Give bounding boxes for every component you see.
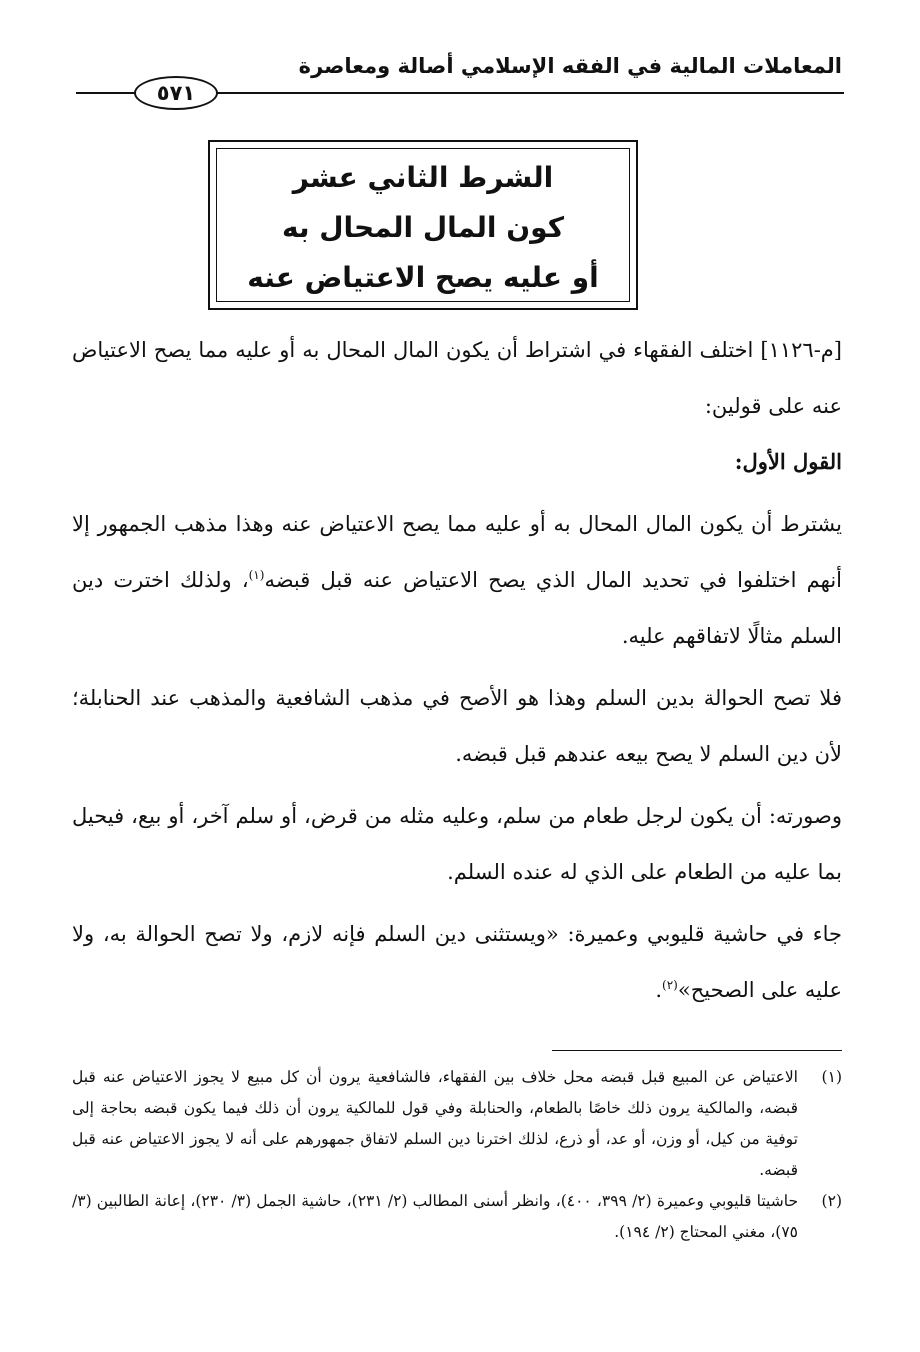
paragraph-jumhur [72,496,842,664]
footnotes [72,1062,842,1248]
footnote-1 [72,1062,842,1186]
footnote-ref-2[interactable]: (٢) [662,978,678,992]
footnote-ref-1[interactable]: (١) [248,568,265,582]
footnote-2-marker: (٢) [821,1192,842,1210]
footnote-separator [552,1050,842,1051]
paragraph-example: وصورته: أن يكون لرجل طعام من سلم، وعليه مثله من قرض، أو سلم آخر، أو بيع، فيحيل بما عليه من الطعام على الذي له عنده السلم. [72,804,842,884]
section-title-line-2: كون المال المحال به [281,211,565,244]
section-title-line-1: الشرط الثاني عشر [292,161,554,194]
paragraph-salam-debt: فلا تصح الحوالة بدين السلم وهذا هو الأصح في مذهب الشافعية والمذهب عند الحنابلة؛ لأن دين السلم لا يصح بيعه عندهم قبل قبضه. [72,686,842,766]
body-text [72,322,842,1018]
footnote-2 [72,1186,842,1248]
intro-paragraph: [م-١١٢٦] اختلف الفقهاء في اشتراط أن يكون المال المحال به أو عليه مما يصح الاعتياض عنه على قولين: [72,338,842,418]
footnote-1-text: الاعتياض عن المبيع قبل قبضه محل خلاف بين الفقهاء، فالشافعية يرون أن كل مبيع لا يجوز الاعتياض عنه قبل قبضه، والمالكية يرون ذلك خاصًا بالطعام، والحنابلة وفي قول للمالكية يرون أن ذلك فيما يكون قبضه بحاجة إلى توفية من كيل، أو وزن، أو عد، أو ذرع، لذلك اخترنا دين السلم لاتفاق جمهورهم على أنه لا يجوز الاعتياض عنه قبل قبضه. [72,1068,798,1179]
footnote-1-marker: (١) [821,1068,842,1086]
paragraph-quotation-text: جاء في حاشية قليوبي وعميرة: «ويستثنى دين السلم فإنه لازم، ولا تصح الحوالة به، ولا عليه على الصحيح» [72,922,842,1002]
section-title-line-3: أو عليه يصح الاعتياض عنه [247,261,599,294]
paragraph-jumhur-text: يشترط أن يكون المال المحال به أو عليه مما يصح الاعتياض عنه وهذا مذهب الجمهور إلا أنهم اختلفوا في تحديد المال الذي يصح الاعتياض عنه قبل قبضه [72,512,842,592]
first-opinion-heading: القول الأول: [734,449,842,474]
page-number: ٥٧١ [134,76,218,110]
paragraph-quotation [72,906,842,1018]
paragraph-jumhur-tail: ، ولذلك اخترت دين السلم مثالًا لاتفاقهم عليه. [72,568,842,648]
paragraph-quotation-tail: . [655,978,663,1002]
section-title-frame [208,140,638,310]
footnote-2-text: حاشيتا قليوبي وعميرة (٢/ ٣٩٩، ٤٠٠)، وانظر أسنى المطالب (٢/ ٢٣١)، حاشية الجمل (٣/ ٢٣٠)، إعانة الطالبين (٣/ ٧٥)، مغني المحتاج (٢/ ١٩٤). [72,1192,799,1241]
section-title-inner-frame [216,148,630,302]
running-header-title: المعاملات المالية في الفقه الإسلامي أصالة ومعاصرة [298,54,842,78]
